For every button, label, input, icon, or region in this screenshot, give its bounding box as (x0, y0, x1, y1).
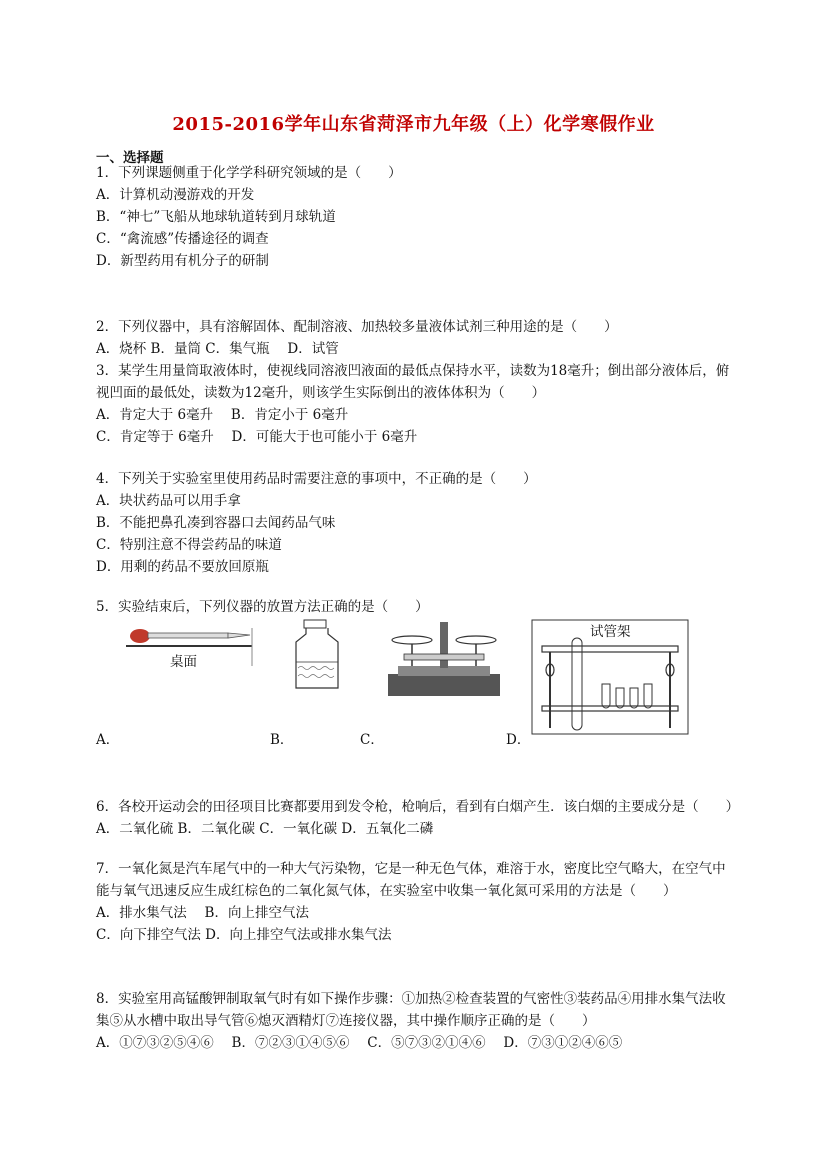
option: B．不能把鼻孔凑到容器口去闻药品气味 (96, 515, 336, 531)
question-4 (96, 468, 736, 578)
option: C．“禽流感”传播途径的调查 (96, 231, 269, 247)
question-3 (96, 360, 736, 448)
question-stem: 3．某学生用量筒取液体时，使视线同溶液凹液面的最低点保持水平，读数为18毫升；倒出部分液体后，俯视凹面的最低处，读数为12毫升，则该学生实际倒出的液体体积为（ ） (96, 363, 730, 401)
page-title: 2015-2016学年山东省菏泽市九年级（上）化学寒假作业 (172, 114, 655, 135)
figure-label-b: B． (270, 732, 294, 748)
balance-figure (384, 618, 504, 698)
figure-label-d: D． (506, 732, 531, 748)
figure-label-c: C． (360, 732, 384, 748)
question-stem: 1．下列课题侧重于化学学科研究领域的是（ ） (96, 165, 402, 181)
option: A．块状药品可以用手拿 (96, 493, 241, 509)
figure-label-a: A． (96, 732, 120, 748)
option: A．肯定大于 6毫升 B．肯定小于 6毫升 (96, 407, 349, 423)
reagent-bottle-figure (292, 618, 342, 690)
question-5-figures (96, 618, 736, 748)
option: A．计算机动漫游戏的开发 (96, 187, 255, 203)
option: C．肯定等于 6毫升 D．可能大于也可能小于 6毫升 (96, 429, 418, 445)
section-heading: 一、选择题 (96, 150, 164, 166)
option: A．①⑦③②⑤④⑥ B．⑦②③①④⑤⑥ C．⑤⑦③②①④⑥ D．⑦③①②④⑥⑤ (96, 1035, 623, 1051)
question-2 (96, 316, 736, 360)
question-6 (96, 796, 740, 840)
option: A．二氧化硫 B．二氧化碳 C．一氧化碳 D．五氧化二磷 (96, 821, 434, 837)
option: D．新型药用有机分子的研制 (96, 253, 269, 269)
option: C．特别注意不得尝药品的味道 (96, 537, 282, 553)
question-1 (96, 162, 736, 272)
desk-label: 桌面 (170, 654, 197, 670)
question-stem: 4．下列关于实验室里使用药品时需要注意的事项中，不正确的是（ ） (96, 471, 537, 487)
option: C．向下排空气法 D．向上排空气法或排水集气法 (96, 927, 392, 943)
question-5 (96, 596, 736, 618)
question-stem: 6．各校开运动会的田径项目比赛都要用到发令枪，枪响后，看到有白烟产生．该白烟的主要成分是（ ） (96, 799, 740, 815)
question-stem: 2．下列仪器中，具有溶解固体、配制溶液、加热较多量液体试剂三种用途的是（ ） (96, 319, 618, 335)
rack-label: 试管架 (590, 624, 631, 640)
question-stem: 8．实验室用高锰酸钾制取氧气时有如下操作步骤：①加热②检查装置的气密性③装药品④用排水集气法收集⑤从水槽中取出导气管⑥熄灭酒精灯⑦连接仪器，其中操作顺序正确的是（ ） (96, 991, 726, 1029)
question-stem: 5．实验结束后，下列仪器的放置方法正确的是（ ） (96, 599, 429, 615)
option: D．用剩的药品不要放回原瓶 (96, 559, 269, 575)
option: A．烧杯 B．量筒 C．集气瓶 D．试管 (96, 341, 339, 357)
question-8 (96, 988, 736, 1054)
question-stem: 7．一氧化氮是汽车尾气中的一种大气污染物，它是一种无色气体，难溶于水，密度比空气略大，在空气中能与氧气迅速反应生成红棕色的二氧化氮气体，在实验室中收集一氧化氮可采用的方法是（ ） (96, 861, 726, 899)
option: A．排水集气法 B．向上排空气法 (96, 905, 309, 921)
option: B．“神七”飞船从地球轨道转到月球轨道 (96, 209, 336, 225)
question-7 (96, 858, 736, 946)
